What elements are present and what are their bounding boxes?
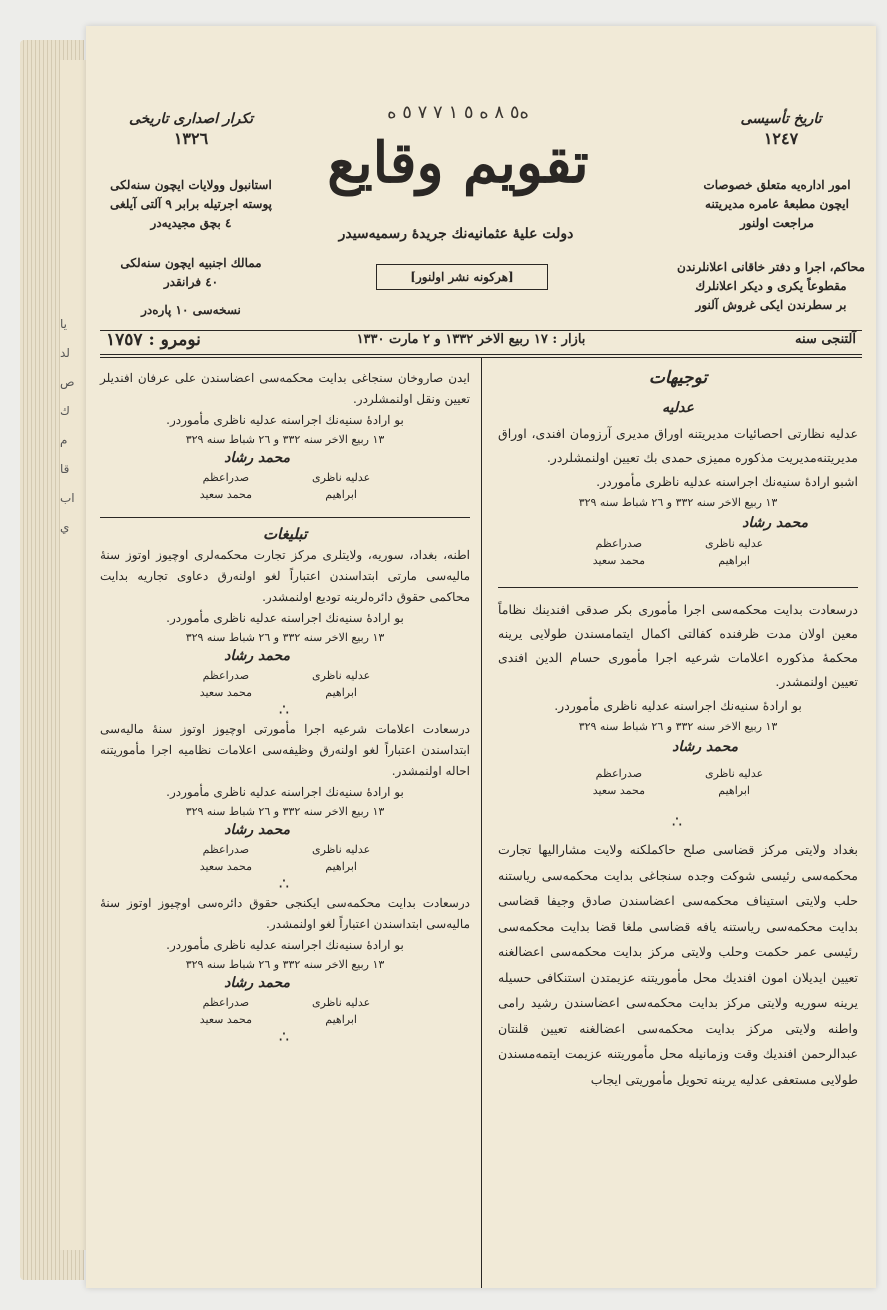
leaf-fragment: ي xyxy=(60,520,70,534)
left-column xyxy=(100,368,470,1046)
founding-info xyxy=(706,110,856,148)
signature-grand-vizier xyxy=(200,469,252,503)
decree-text: بغداد ولايتى مركز قضاسى صلح حاكملكنه ولايت مشاراليها تجارت محكمه‌سى رئيسى شوكت وجده سنجاغى بدايت محكمه‌سى رياستنه حلب ولايتى استيناف محكمه‌سى اعضاسندن صادق وجيفا قضاسى بدايت محكمه‌سى رياستنه يافه قضاسى ملغا قضا بدايت محكمه‌سى رئيسى عمر حكمت وحلب ولايتى مركز بدايت محكمه‌سى اعضالغنه تعيين ايديلان امون افنديك محل مأموريتنه عزيمتدن استنكافى حسيله يرينه سوريه ولايتى مركز بدايت محكمه‌سى اعضاسندن رشيد رامى واطنه ولايتى مركز بدايت محكمه‌سى اعضالغنه تعيين قلنتان عبدالرحمن افنديك وقت وزمانيله محل مأموريتنه عزيمت ايتمه‌مسندن طولايى مستعفى عدليه يرينه تحويل مأموريتى ايجاب xyxy=(498,842,858,1087)
signature-name: ابراهيم xyxy=(718,554,750,567)
dateline-rule xyxy=(100,354,862,355)
reissue-info xyxy=(106,110,276,148)
signature-minister xyxy=(705,765,763,799)
signature-grand-vizier xyxy=(200,994,252,1028)
leaf-fragment: يا xyxy=(60,317,67,331)
leaf-fragment: ص xyxy=(60,375,75,389)
decree-date: ١٣ ربيع الاخر سنه ٣٣٢ و ٢٦ شباط سنه ٣٢٩ xyxy=(185,805,385,818)
signature-name: محمد سعيد xyxy=(199,1013,252,1026)
signatures xyxy=(498,535,858,569)
decree-date: ١٣ ربيع الاخر سنه ٣٣٢ و ٢٦ شباط سنه ٣٢٩ xyxy=(578,720,778,733)
ad-rates xyxy=(676,258,866,315)
section-rule xyxy=(498,587,858,588)
signature-name: ابراهيم xyxy=(325,1013,357,1026)
ad-rates-line: مقطوعاً يكرى و ديكر اعلانلرك xyxy=(695,279,847,293)
subscription-line: پوسته اجرتيله برابر ٩ آلتى آيلغى xyxy=(109,197,273,211)
decree-order: اشبو ارادهٔ سنيه‌نك اجراسنه عدليه ناظرى مأموردر. xyxy=(596,474,858,489)
column-divider xyxy=(481,358,482,1288)
ad-rates-line: بر سطرندن ايكى غروش آلنور xyxy=(695,298,847,312)
admin-notice-line: امور اداره‌يه متعلق خصوصات xyxy=(703,178,851,192)
subsection-heading-justice: عدليه xyxy=(662,400,694,416)
signature-name: محمد سعيد xyxy=(199,686,252,699)
signature-minister xyxy=(312,469,370,503)
title-ornaments: ه٥ ٨ ه ٥ ١ ٧ ٧ ٥ ه xyxy=(387,102,529,123)
decree-text: درسعادت اعلامات شرعيه اجرا مأمورتى اوچيوز اوتوز سنهٔ ماليه‌سى ابتداسندن اعتباراً لغو اولنه‌رق وظيفه‌سى اعلامات نظاميه اجرا مأموريتنه احاله اولنمشدر. xyxy=(100,722,470,778)
section-heading-notices: تبليغات xyxy=(262,525,308,543)
masthead-rule xyxy=(100,330,862,331)
signature-title: عدليه ناظرى xyxy=(312,471,371,484)
reissue-label: تكرار اصدارى تاريخى xyxy=(128,111,253,127)
signature-name: محمد سعيد xyxy=(592,554,645,567)
signature-title: صدراعظم xyxy=(202,843,250,856)
signatures xyxy=(498,765,858,799)
signatures xyxy=(100,667,470,701)
sovereign-signature: محمد رشاد xyxy=(224,450,290,466)
signature-name: محمد سعيد xyxy=(199,488,252,501)
decree-order: بو ارادهٔ سنيه‌نك اجراسنه عدليه ناظرى مأموردر. xyxy=(166,938,404,952)
signature-name: ابراهيم xyxy=(325,686,357,699)
signature-name: محمد سعيد xyxy=(592,784,645,797)
subscription-domestic xyxy=(98,176,284,233)
signature-minister xyxy=(312,994,370,1028)
signature-title: صدراعظم xyxy=(595,767,643,780)
signature-grand-vizier xyxy=(200,841,252,875)
decree-text: عدليه نظارتى احصائيات مديريتنه اوراق مديرى آرزومان افندى، اوراق مديريتنه‌مديريت مذكوره مميزى حمدى بك تعيين اولنمشلردر. xyxy=(498,426,858,465)
decree-date: ١٣ ربيع الاخر سنه ٣٣٢ و ٢٦ شباط سنه ٣٢٩ xyxy=(185,433,385,446)
decree-order: بو ارادهٔ سنيه‌نك اجراسنه عدليه ناظرى مأموردر. xyxy=(554,698,802,713)
sovereign-signature: محمد رشاد xyxy=(672,739,738,755)
decree-date: ١٣ ربيع الاخر سنه ٣٣٢ و ٢٦ شباط سنه ٣٢٩ xyxy=(578,496,778,509)
separator-dots: ∴ xyxy=(278,700,292,719)
decree-order: بو ارادهٔ سنيه‌نك اجراسنه عدليه ناظرى مأموردر. xyxy=(166,413,404,427)
newspaper-title: تقويم وقايع xyxy=(327,130,589,196)
admin-notice-line: ايچون مطبعهٔ عامره مديريتنه xyxy=(705,197,849,211)
decree-order: بو ارادهٔ سنيه‌نك اجراسنه عدليه ناظرى مأموردر. xyxy=(166,611,404,625)
right-column xyxy=(498,366,858,1092)
separator-dots: ∴ xyxy=(671,812,685,831)
newspaper-page xyxy=(86,26,876,1288)
signatures xyxy=(100,469,470,503)
subscription-line: استانبول وولايات ايچون سنه‌لكى xyxy=(110,178,272,192)
decree-text: اطنه، بغداد، سوريه، ولايتلرى مركز تجارت محكمه‌لرى اوچيوز اوتوز سنهٔ ماليه‌سى مارتى ابتداسندن اعتباراً لغو اولنه‌رق دعاوى تجاريه بدايت محاكمى حقوق دائره‌لرينه توديع اولنمشدر. xyxy=(100,548,470,604)
signature-title: عدليه ناظرى xyxy=(312,669,371,682)
founding-year: ١٢٤٧ xyxy=(763,129,799,148)
signature-name: محمد سعيد xyxy=(199,860,252,873)
decree-text: ايدن صاروخان سنجاغى بدايت محكمه‌سى اعضاسندن على عرفان افنديلر تعيين ونقل اولنمشلردر. xyxy=(100,371,470,406)
signature-name: ابراهيم xyxy=(325,860,357,873)
section-heading-appointments: توجيهات xyxy=(648,368,708,388)
admin-notice xyxy=(692,176,862,233)
decree-text: درسعادت بدايت محكمه‌سى اجرا مأمورى بكر صدقى افندينك نظاماً معين اولان مدت ظرفنده كفالتى اكمال ايتمامسندن طولايى يرينه محكمهٔ مذكوره اعلامات شرعيه اجرا مأمورى حسام الدين افندى تعيين اولنمشدر. xyxy=(498,602,858,689)
signature-title: عدليه ناظرى xyxy=(312,996,371,1009)
sovereign-signature: محمد رشاد xyxy=(224,975,290,991)
signature-title: صدراعظم xyxy=(202,669,250,682)
signature-minister xyxy=(312,667,370,701)
signature-title: صدراعظم xyxy=(202,471,250,484)
separator-dots: ∴ xyxy=(278,1027,292,1046)
decree-text: درسعادت بدايت محكمه‌سى ايكنجى حقوق دائره‌سى اوچيوز اوتوز سنهٔ ماليه‌سى ابتداسندن اعتباراً لغو اولنمشدر. xyxy=(100,896,470,931)
signature-title: عدليه ناظرى xyxy=(312,843,371,856)
leaf-fragment: م xyxy=(60,433,68,447)
ad-rates-line: محاكم، اجرا و دفتر خاقانى اعلانلرندن xyxy=(677,260,865,274)
subscription-line: ممالك اجنبيه ايچون سنه‌لكى xyxy=(120,256,262,270)
signature-grand-vizier xyxy=(593,535,645,569)
issue-price: نسخه‌سى ١٠ پاره‌در xyxy=(141,303,241,317)
signature-minister xyxy=(705,535,763,569)
signature-name: ابراهيم xyxy=(325,488,357,501)
signature-title: عدليه ناظرى xyxy=(705,767,764,780)
subscription-line: ٤٠ فرانقدر xyxy=(163,275,219,289)
dateline-year: آلتنجى سنه xyxy=(795,332,856,347)
leaf-fragment: قا xyxy=(60,462,70,476)
subscription-foreign xyxy=(106,254,276,292)
dateline-date: بازار : ١٧ ربيع الاخر ١٣٣٢ و ٢ مارت ١٣٣٠ xyxy=(356,332,586,347)
signatures xyxy=(100,994,470,1028)
sovereign-signature: محمد رشاد xyxy=(224,822,290,838)
leaf-fragment: اب xyxy=(60,491,75,505)
leaf-fragment: لد xyxy=(60,346,70,360)
reissue-year: ١٣٢٦ xyxy=(173,129,209,148)
decree-date: ١٣ ربيع الاخر سنه ٣٣٢ و ٢٦ شباط سنه ٣٢٩ xyxy=(185,958,385,971)
sovereign-signature: محمد رشاد xyxy=(742,515,808,531)
signature-grand-vizier xyxy=(593,765,645,799)
signature-minister xyxy=(312,841,370,875)
signature-title: صدراعظم xyxy=(202,996,250,1009)
signature-title: عدليه ناظرى xyxy=(705,537,764,550)
publication-notice: [هركونه نشر اولنور] xyxy=(376,264,548,290)
issue-number: نومرو : ١٧٥٧ xyxy=(106,330,201,350)
signature-title: صدراعظم xyxy=(595,537,643,550)
decree-order: بو ارادهٔ سنيه‌نك اجراسنه عدليه ناظرى مأموردر. xyxy=(166,785,404,799)
signature-grand-vizier xyxy=(200,667,252,701)
signatures xyxy=(100,841,470,875)
signature-name: ابراهيم xyxy=(718,784,750,797)
section-rule xyxy=(100,517,470,518)
decree-date: ١٣ ربيع الاخر سنه ٣٣٢ و ٢٦ شباط سنه ٣٢٩ xyxy=(185,631,385,644)
masthead-title xyxy=(314,88,602,228)
founding-label: تاريخ تأسيسى xyxy=(740,111,822,127)
separator-dots: ∴ xyxy=(278,874,292,893)
sovereign-signature: محمد رشاد xyxy=(224,648,290,664)
leaf-fragment: ك xyxy=(60,404,70,418)
subscription-line: ٤ بچق مجيديه‌در xyxy=(150,216,232,230)
admin-notice-line: مراجعت اولنور xyxy=(740,216,814,230)
newspaper-subtitle: دولت عليهٔ عثمانيه‌نك جريدهٔ رسميه‌سيدر xyxy=(338,226,574,242)
